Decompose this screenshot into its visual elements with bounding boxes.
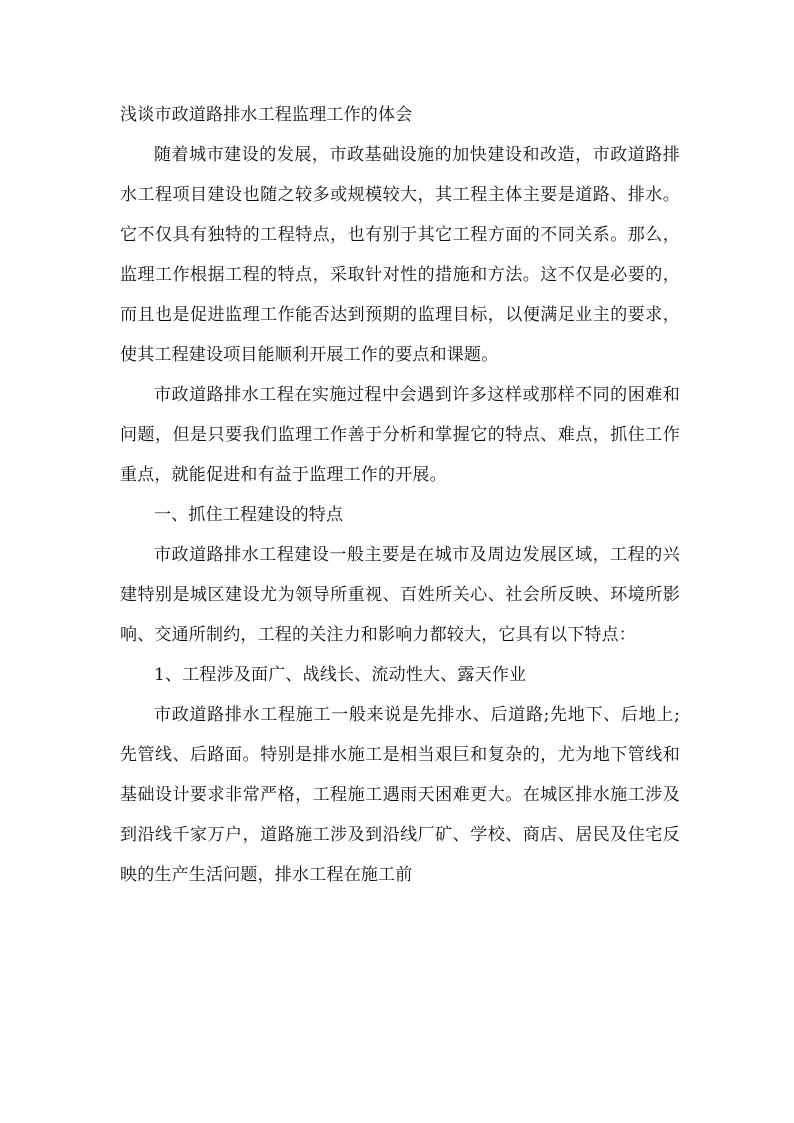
intro-paragraph-1: 随着城市建设的发展，市政基础设施的加快建设和改造，市政道路排水工程项目建设也随之较多或规模较大，其工程主体主要是道路、排水。它不仅具有独特的工程特点，也有别于其它工程方面的不同关系。那么，监理工作根据工程的特点，采取针对性的措施和方法。这不仅是必要的，而且也是促进监理工作能否达到预期的监理目标，以便满足业主的要求，使其工程建设项目能顺利开展工作的要点和课题。 <box>120 145 680 365</box>
document-title: 浅谈市政道路排水工程监理工作的体会 <box>120 105 413 125</box>
subsection-1-heading: 1、工程涉及面广、战线长、流动性大、露天作业 <box>154 665 527 685</box>
section-1-heading: 一、抓住工程建设的特点 <box>154 505 344 525</box>
intro-paragraph-2: 市政道路排水工程在实施过程中会遇到许多这样或那样不同的困难和问题，但是只要我们监理工作善于分析和掌握它的特点、难点，抓住工作重点，就能促进和有益于监理工作的开展。 <box>120 385 680 485</box>
section-1-paragraph: 市政道路排水工程建设一般主要是在城市及周边发展区域，工程的兴建特别是城区建设尤为领导所重视、百姓所关心、社会所反映、环境所影响、交通所制约，工程的关注力和影响力都较大，它具有以下特点： <box>120 545 680 645</box>
document-body <box>120 95 680 895</box>
subsection-1-paragraph: 市政道路排水工程施工一般来说是先排水、后道路;先地下、后地上;先管线、后路面。特别是排水施工是相当艰巨和复杂的，尤为地下管线和基础设计要求非常严格，工程施工遇雨天困难更大。在城区排水施工涉及到沿线千家万户，道路施工涉及到沿线厂矿、学校、商店、居民及住宅反映的生产生活问题，排水工程在施工前 <box>120 705 680 885</box>
